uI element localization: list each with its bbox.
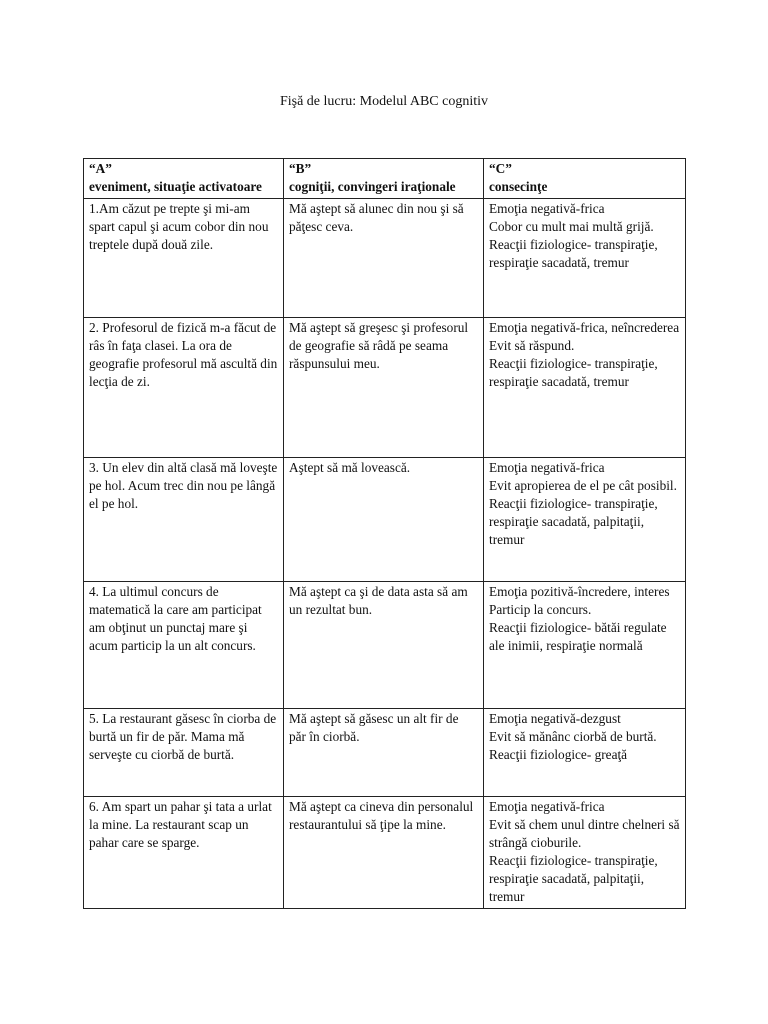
consequence-physiology: Reacţii fiziologice- transpiraţie, respiraţie sacadată, tremur	[489, 356, 658, 389]
cell-belief: Mă aştept să greşesc şi profesorul de geografie să râdă pe seama răspunsului meu.	[284, 318, 484, 458]
cell-event: 5. La restaurant găsesc în ciorba de burtă un fir de păr. Mama mă serveşte cu ciorbă de burtă.	[84, 709, 284, 797]
consequence-emotion: Emoţia negativă-frica	[489, 799, 605, 814]
column-header-b	[284, 159, 484, 199]
cell-consequence	[484, 797, 686, 909]
consequence-emotion: Emoţia negativă-frica, neîncrederea	[489, 320, 680, 335]
cell-belief: Mă aştept ca şi de data asta să am un rezultat bun.	[284, 582, 484, 709]
table-row	[84, 458, 686, 582]
consequence-behavior: Evit să chem unul dintre chelneri să strângă cioburile.	[489, 817, 680, 850]
table-row	[84, 582, 686, 709]
consequence-behavior: Evit apropierea de el pe cât posibil.	[489, 478, 677, 493]
column-letter: “C”	[489, 161, 512, 176]
cell-event: 2. Profesorul de fizică m-a făcut de râs în faţa clasei. La ora de geografie profesorul mă ascultă din lecţia de zi.	[84, 318, 284, 458]
cell-belief: Mă aştept să alunec din nou şi să păţesc ceva.	[284, 199, 484, 318]
consequence-emotion: Emoţia pozitivă-încredere, interes	[489, 584, 670, 599]
column-label: cogniţii, convingeri iraţionale	[289, 179, 456, 194]
column-label: eveniment, situaţie activatoare	[89, 179, 262, 194]
consequence-physiology: Reacţii fiziologice- transpiraţie, respiraţie sacadată, palpitaţii, tremur	[489, 496, 658, 547]
consequence-physiology: Reacţii fiziologice- bătăi regulate ale inimii, respiraţie normală	[489, 620, 667, 653]
cell-consequence	[484, 318, 686, 458]
column-header-c	[484, 159, 686, 199]
consequence-behavior: Evit să răspund.	[489, 338, 575, 353]
table-row	[84, 199, 686, 318]
column-label: consecinţe	[489, 179, 548, 194]
consequence-behavior: Evit să mănânc ciorbă de burtă.	[489, 729, 657, 744]
cell-consequence	[484, 582, 686, 709]
column-letter: “B”	[289, 161, 312, 176]
consequence-emotion: Emoţia negativă-frica	[489, 201, 605, 216]
cell-event: 4. La ultimul concurs de matematică la care am participat am obţinut un punctaj mare şi acum particip la un alt concurs.	[84, 582, 284, 709]
cell-event: 6. Am spart un pahar şi tata a urlat la mine. La restaurant scap un pahar care se sparge.	[84, 797, 284, 909]
consequence-physiology: Reacţii fiziologice- greaţă	[489, 747, 628, 762]
consequence-emotion: Emoţia negativă-frica	[489, 460, 605, 475]
page-title: Fişă de lucru: Modelul ABC cognitiv	[279, 94, 489, 109]
consequence-behavior: Cobor cu mult mai multă grijă.	[489, 219, 654, 234]
consequence-emotion: Emoţia negativă-dezgust	[489, 711, 621, 726]
cell-belief: Mă aştept ca cineva din personalul restaurantului să ţipe la mine.	[284, 797, 484, 909]
cell-event: 1.Am căzut pe trepte şi mi-am spart capul şi acum cobor din nou treptele după două zile.	[84, 199, 284, 318]
cell-consequence	[484, 199, 686, 318]
table-row	[84, 797, 686, 909]
consequence-physiology: Reacţii fiziologice- transpiraţie, respiraţie sacadată, palpitaţii, tremur	[489, 853, 658, 904]
table-header-row	[84, 159, 686, 199]
table-row	[84, 318, 686, 458]
cell-belief: Aştept să mă lovească.	[284, 458, 484, 582]
cell-consequence	[484, 458, 686, 582]
cell-belief: Mă aştept să găsesc un alt fir de păr în ciorbă.	[284, 709, 484, 797]
column-header-a	[84, 159, 284, 199]
cell-event: 3. Un elev din altă clasă mă loveşte pe hol. Acum trec din nou pe lângă el pe hol.	[84, 458, 284, 582]
abc-table	[83, 158, 686, 909]
cell-consequence	[484, 709, 686, 797]
table-row	[84, 709, 686, 797]
consequence-behavior: Particip la concurs.	[489, 602, 592, 617]
column-letter: “A”	[89, 161, 112, 176]
consequence-physiology: Reacţii fiziologice- transpiraţie, respiraţie sacadată, tremur	[489, 237, 658, 270]
